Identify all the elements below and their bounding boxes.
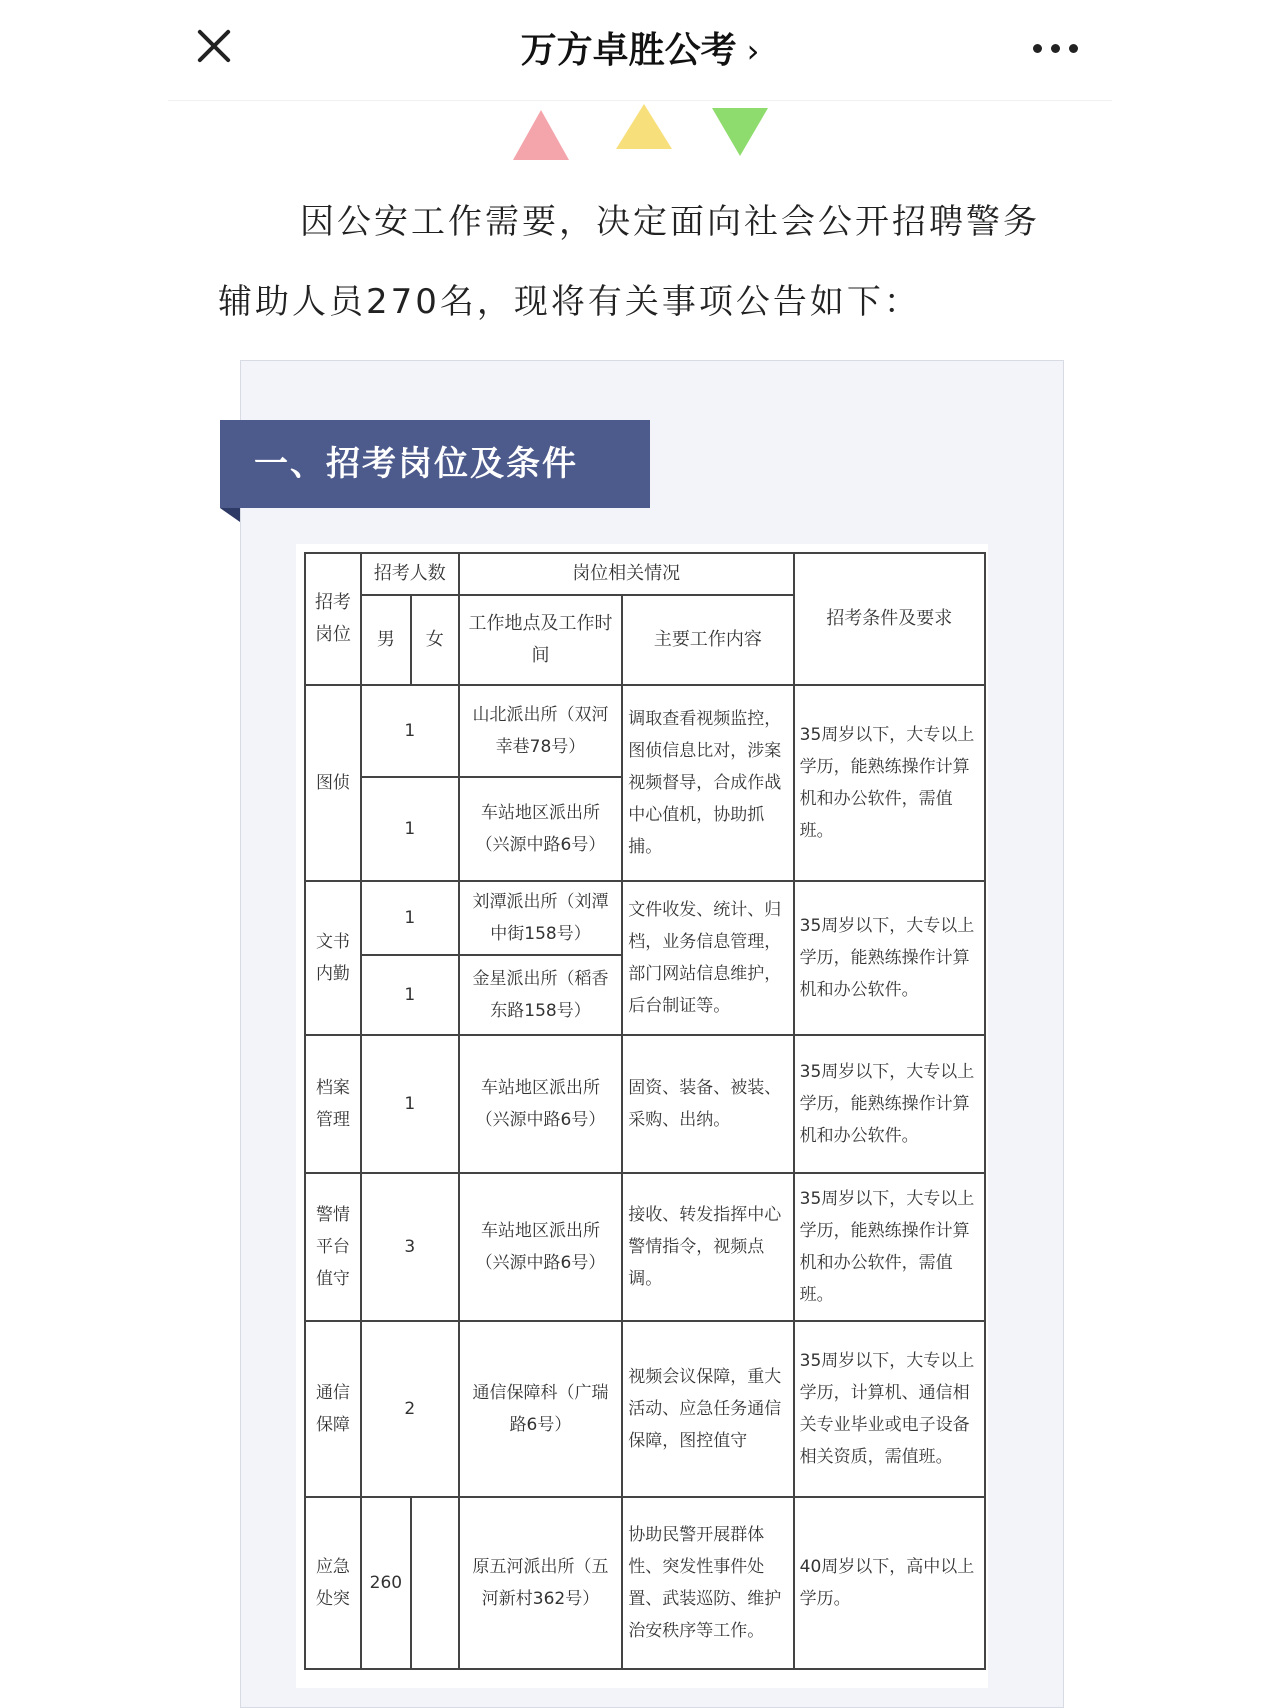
header-count: 招考人数 (361, 553, 459, 595)
header-post: 招考岗位 (305, 553, 361, 685)
female-count-cell (411, 1497, 459, 1669)
more-icon[interactable] (1033, 44, 1078, 53)
recruitment-table-document (296, 544, 988, 1688)
header-duty: 主要工作内容 (622, 595, 793, 685)
place-cell: 金星派出所（稻香东路158号） (459, 955, 622, 1035)
place-cell: 通信保障科（广瑞路6号） (459, 1321, 622, 1497)
count-cell: 1 (361, 777, 459, 881)
post-cell: 文书内勤 (305, 881, 361, 1035)
intro-line-1: 因公安工作需要，决定面向社会公开招聘警务 (300, 202, 1040, 242)
requirement-cell: 40周岁以下，高中以上学历。 (794, 1497, 985, 1669)
count-cell: 3 (361, 1173, 459, 1321)
account-title[interactable]: 万方卓胜公考 › (520, 30, 760, 71)
male-count-cell: 260 (361, 1497, 411, 1669)
place-cell: 刘潭派出所（刘潭中街158号） (459, 881, 622, 955)
header-place: 工作地点及工作时间 (459, 595, 622, 685)
header-male: 男 (361, 595, 411, 685)
count-cell: 1 (361, 685, 459, 777)
top-bar (168, 0, 1112, 101)
duty-cell: 视频会议保障，重大活动、应急任务通信保障，图控值守 (622, 1321, 793, 1497)
count-cell: 2 (361, 1321, 459, 1497)
place-cell: 山北派出所（双河幸巷78号） (459, 685, 622, 777)
requirement-cell: 35周岁以下，大专以上学历，计算机、通信相关专业毕业或电子设备相关资质，需值班。 (794, 1321, 985, 1497)
place-cell: 车站地区派出所（兴源中路6号） (459, 1173, 622, 1321)
section-banner: 一、招考岗位及条件 (220, 420, 650, 508)
duty-cell: 固资、装备、被装、采购、出纳。 (622, 1035, 793, 1173)
place-cell: 车站地区派出所（兴源中路6号） (459, 1035, 622, 1173)
post-cell: 应急处突 (305, 1497, 361, 1669)
post-cell: 图侦 (305, 685, 361, 881)
header-info: 岗位相关情况 (459, 553, 794, 595)
header-female: 女 (411, 595, 459, 685)
count-cell: 1 (361, 1035, 459, 1173)
green-triangle-icon (712, 108, 768, 156)
requirement-cell: 35周岁以下，大专以上学历，能熟练操作计算机和办公软件，需值班。 (794, 1173, 985, 1321)
intro-line-2: 辅助人员270名，现将有关事项公告如下： (218, 282, 921, 322)
duty-cell: 接收、转发指挥中心警情指令，视频点调。 (622, 1173, 793, 1321)
duty-cell: 协助民警开展群体性、突发性事件处置、武装巡防、维护治安秩序等工作。 (622, 1497, 793, 1669)
post-cell: 警情平台值守 (305, 1173, 361, 1321)
count-cell: 1 (361, 955, 459, 1035)
yellow-triangle-icon (616, 104, 672, 149)
chevron-right-icon: › (746, 32, 760, 70)
duty-cell: 调取查看视频监控，图侦信息比对，涉案视频督导，合成作战中心值机，协助抓捕。 (622, 685, 793, 881)
post-cell: 档案管理 (305, 1035, 361, 1173)
post-cell: 通信保障 (305, 1321, 361, 1497)
banner-fold (220, 508, 240, 522)
duty-cell: 文件收发、统计、归档，业务信息管理，部门网站信息维护，后台制证等。 (622, 881, 793, 1035)
requirement-cell: 35周岁以下，大专以上学历，能熟练操作计算机和办公软件，需值班。 (794, 685, 985, 881)
place-cell: 原五河派出所（五河新村362号） (459, 1497, 622, 1669)
requirement-cell: 35周岁以下，大专以上学历，能熟练操作计算机和办公软件。 (794, 881, 985, 1035)
place-cell: 车站地区派出所（兴源中路6号） (459, 777, 622, 881)
count-cell: 1 (361, 881, 459, 955)
pink-triangle-icon (513, 110, 569, 160)
header-requirements: 招考条件及要求 (794, 553, 985, 685)
recruitment-table (304, 552, 986, 1670)
requirement-cell: 35周岁以下，大专以上学历，能熟练操作计算机和办公软件。 (794, 1035, 985, 1173)
